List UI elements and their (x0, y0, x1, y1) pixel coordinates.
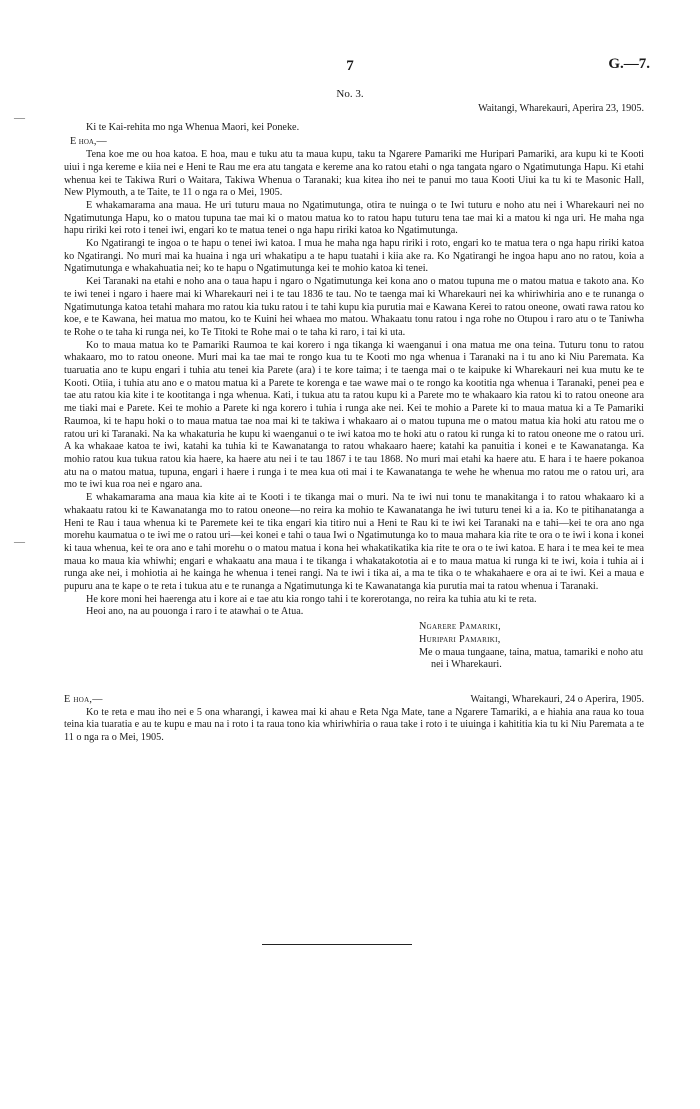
second-letter-body: Ko te reta e mau iho nei e 5 ona wharangi, i kawea mai ki ahau e Reta Nga Mate, tane a Ngarere Tamariki, a e hiahia ana raua ko toua teina kia tuaratia e au te kupu e mau na i roto i ta raua tono kia whiriwhiria o raua take i roto i te uiuinga i kahititia kia tu ki Niu Paremata a te 11 o nga ra o Mei, 1905. (64, 706, 644, 744)
letter-paragraph: Heoi ano, na au pouonga i raro i te atawhai o te Atua. (86, 606, 304, 618)
second-letter-header (64, 694, 644, 707)
letter-paragraph: E whakamarama ana maua. He uri tuturu maua no Ngatimutunga, otira te nuinga o te Iwi tuturu e noho atu nei i Wharekauri nei no Ngatimutunga Hapu, ko o matou tupuna tae mai ki o matou matua ko to ratou hapu tuturu tena tae mai ki a matou ki nga uri. He maha nga hapu ririki kei roto i tenei iwi, engari ko te matua tenei o nga hapu ririki katoa ko Ngatimutunga. (64, 199, 644, 237)
margin-mark: — (14, 536, 25, 548)
letter-paragraph: Ko Ngatirangi te ingoa o te hapu o tenei iwi katoa. I mua he maha nga hapu ririki i roto, engari ko te matua tera o nga hapu ririki katoa ko Ngatirangi. No muri mai ka huaina i nga uri whakatipu a te hapu tuatahi i kiia ake ra. Ko Ngatirangi he ingoa hapu ano no ratou, koia a Ngatimutunga e whakahuatia nei; ko te hapu o Ngatimutunga kei te mohio katoa ki tenei. (64, 238, 644, 275)
letter-paragraph: Ko to maua matua ko te Pamariki Raumoa te kai korero i nga tikanga ki waenganui i ona matua me ona teina. Tuturu tonu to ratou whakaaro, mo to ratou oneone. Muri mai ka tae mai te rongo kua tu te Kooti mo nga whenua i Taranaki na i tu ano ki Niu Paremata. Ka tuaruatia ano te kupu engari i tuhia atu tenei kia Parete (ara) i te kore taima; i te taenga mai o te kaipuke ki Wharekauri nei kua mutu ke te Kooti. Otiia, i tuhia atu ano e o matou matua ki a Parete te korenga e tae wawe mai o te rongo ka kootitia nga whenua i Taranaki, penei pea e tae atu ratou kia kite i te kootitanga i nga whenua. Kati, i tukua atu ta ratou kupu ki a Parete mo te whakaaro kia ratou ki to ratou oneone ara me tiaki mai e Parete. Kei te mohio a Parete ki nga korero i tuhia i runga ake nei. Kei te mohio a Parete ki to maua matua ki a Te Pamariki Raumoa, ki te hapu hoki o to maua matua tae noa mai ki te takiwa i whakaaro ai o matou tupuna me o matou matua kia hoki atu ratou me o ratou uri ki Taranaki. Na ka whakaturia he kupu ki waenganui o te iwi katoa mo te hoki atu o ratou ki runga ki to ratou oneone me o ratou uri. A ka whakaae katoa te iwi, katahi ka tuhia ki te Kawanatanga to ratou whakaaro haere; katahi ka panuitia i konei e te Kawanatanga. Ka mohio ratou kua tukua ratou kia haere, ka haere atu nei i te tau 1867 i te tau 1868. No muri mai etahi ka haere atu. E hara i te haere pokanoa atu na o matou matua, tupuna, engari i haere i runga i te mea kua oti mai i te Kawanatanga te wehe he whenua mo ratou me o ratou uri, ara mo te iwi kua roa nei e ngaro ana. (64, 339, 644, 491)
document-body (64, 103, 644, 745)
signature-block (419, 621, 644, 672)
second-letter (64, 694, 644, 745)
letter-paragraph: Tena koe me ou hoa katoa. E hoa, mau e tuku atu ta maua kupu, taku ta Ngarere Pamariki me Huripari Pamariki, ara kupu ki te Kooti uiui i nga kereme e kiia nei e Heni te Rau me era atu tangata e kereme ana ko ratou etahi o nga tangata ngaro o Ngatimutunga Hapu. Ki etahi whenua kei te Takiwa Ruri o Waitara, Takiwa Whenua o Taranaki; kua kitea iho nei te panui mo taua Kooti Uiui ka tu ki te Masonic Hall, New Plymouth, a te Taite, te 11 o nga ra o Mei, 1905. (64, 149, 644, 199)
letter-paragraph: E whakamarama ana maua kia kite ai te Kooti i te tikanga mai o muri. Na te iwi nui tonu te manakitanga i to ratou whakaaro ki a whakaatu ratou ki te Kawanatanga mo to ratou oneone—no reira ka mohio te Kawanatanga he iwi tuturu tenei ki a ia. Ko te pitihanatanga a Heni te Rau i taua whenua ki te Paremete kei te tika engari kia titiro nui a Heni te Rau ki te iwi kei Taranaki na e tahi—kei te ora ano nga morehu kaumatua o te iwi me o ratou uri—kei konei e tahi o taua Iwi o Ngatimutunga ko to maua mahara kia rite te ora o te iwi i kona i konei ki taua whenua, kei te ora ano e tahi morehu o o matou matua i kona hei whakatikatika kia rite te ora o te iwi katoa. E hara i te mea kei te mea maua ko maua kia whiwhi; engari e whakaatu ana maua i te tikanga i whakatakototia ai e to maua matua ki runga ki te iwi, koia i tuhia ai i runga ake nei, i mohiotia ai he kainga he whenua i tenei rangi. Na te iwi i tika ai, a ma te tika o te whakahaere e ora ai te iwi. Kei a maua e pupuru ana te kape o te reta i tukua atu e te runanga a Ngatimutunga ki te Kawanatanga kia purutia mai ta ratou whenua i Taranaki. (64, 492, 644, 593)
divider-rule (262, 944, 412, 945)
second-letter-salutation: E hoa,— (64, 693, 103, 705)
letter-salutation: E hoa,— (70, 136, 107, 148)
letter-dateline: Waitangi, Wharekauri, Aperira 23, 1905. (478, 103, 644, 114)
page-number: 7 (346, 58, 354, 74)
letter-paragraph: Kei Taranaki na etahi e noho ana o taua hapu i ngaro o Ngatimutunga kei kona ano o matou tupuna me o matou matua e takoto ana. Ko te iwi tenei i ngaro i haere mai ki Wharekauri nei i te tau 1836 te tau. No te taenga mai ki Wharekauri nei ka whiriwhiria ano e te runanga o Ngatimutunga katoa tetahi mahara mo ratou kia tuku ratou i te tahi kupu kia purutia mai e Kawana Kerei to ratou oneone, owati rawa ratou ko koe, e te Kawana, hei matua mo matou, ko te Kuini hei whaea mo matou. Whakaatu tonu ratou i nga rohe no Otupou i raro atu o te Taniwha te Rohe o te taha ki runga nei, ko Te Titoki te Rohe mai o te taha ki raro, i tai ki uta. (64, 276, 644, 338)
letter-number: No. 3. (336, 88, 364, 100)
letter-paragraph: He kore moni hei haerenga atu i kore ai e tae atu kia rongo tahi i te korerotanga, no reira ka tuhia atu ki te reta. (86, 593, 537, 605)
margin-mark: — (14, 112, 25, 124)
signatory-name: Ngarere Pamariki, (419, 621, 501, 633)
document-reference: G.—7. (608, 56, 650, 72)
signatory-name: Huripari Pamariki, (419, 633, 501, 645)
signatory-description: Me o maua tungaane, taina, matua, tamariki e noho atu nei i Wharekauri. (419, 646, 644, 671)
second-letter-dateline: Waitangi, Wharekauri, 24 o Aperira, 1905. (470, 693, 644, 705)
letter-addressee: Ki te Kai-rehita mo nga Whenua Maori, kei Poneke. (86, 121, 300, 133)
